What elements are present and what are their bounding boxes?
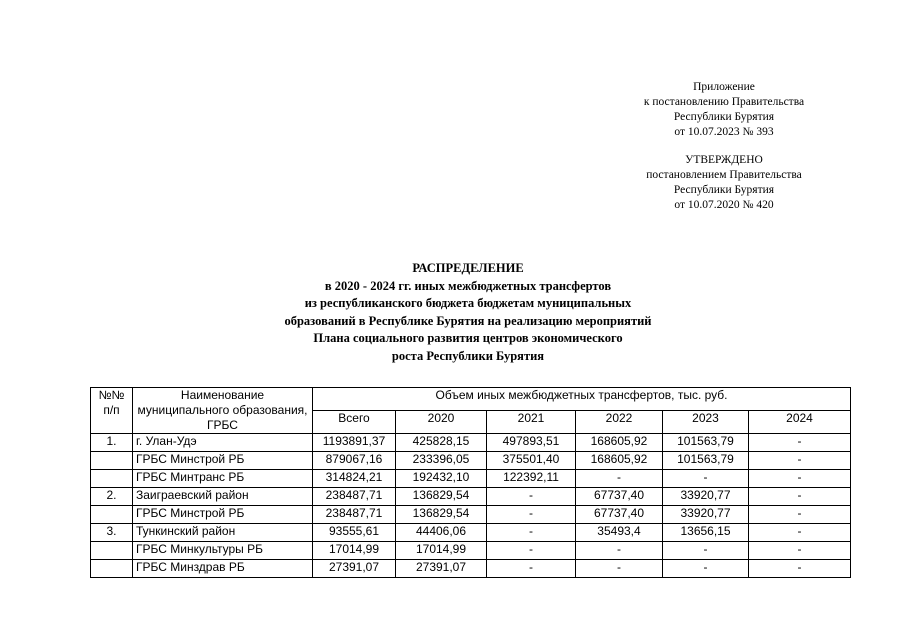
cell-num: 3. [91,524,133,542]
cell-total: 1193891,37 [313,434,396,452]
cell-total: 314824,21 [313,470,396,488]
cell-2022: - [576,560,663,578]
cell-2022: 67737,40 [576,488,663,506]
cell-2024: - [749,488,851,506]
table-header-row [91,388,851,411]
appendix-line: к постановлению Правительства [643,96,805,108]
header-num: №№ п/п [91,388,133,434]
title-line: роста Республики Бурятия [391,348,545,363]
table-row [91,524,851,542]
table-body [91,434,851,578]
cell-num [91,452,133,470]
cell-2020: 425828,15 [396,434,487,452]
cell-2023: - [663,470,749,488]
table-row [91,506,851,524]
cell-2021: - [487,524,576,542]
cell-2021: 375501,40 [487,452,576,470]
cell-2020: 27391,07 [396,560,487,578]
appendix-line: от 10.07.2023 № 393 [674,126,774,138]
appendix-line: Республики Бурятия [673,111,775,123]
table-row [91,560,851,578]
appendix-block [600,80,848,140]
cell-2023: 33920,77 [663,506,749,524]
cell-2024: - [749,542,851,560]
approval-block [600,153,848,213]
cell-2024: - [749,434,851,452]
cell-2023: 101563,79 [663,434,749,452]
cell-name: ГРБС Минздрав РБ [133,560,313,578]
cell-2022: 67737,40 [576,506,663,524]
cell-2022: 168605,92 [576,452,663,470]
cell-num [91,560,133,578]
cell-2020: 136829,54 [396,506,487,524]
header-name: Наименование муниципального образования, ГРБС [133,388,313,434]
cell-2024: - [749,524,851,542]
cell-num [91,470,133,488]
cell-2023: 33920,77 [663,488,749,506]
approval-line: Республики Бурятия [673,184,775,196]
title-line: из республиканского бюджета бюджетам муниципальных [304,296,632,310]
cell-2023: 101563,79 [663,452,749,470]
header-2020: 2020 [396,411,487,434]
cell-2020: 17014,99 [396,542,487,560]
cell-name: Заиграевский район [133,488,313,506]
table-row [91,542,851,560]
approval-line: УТВЕРЖДЕНО [685,154,763,166]
table-row [91,452,851,470]
cell-num: 1. [91,434,133,452]
cell-2022: - [576,470,663,488]
cell-2022: 35493,4 [576,524,663,542]
cell-2023: - [663,542,749,560]
cell-num [91,506,133,524]
cell-total: 879067,16 [313,452,396,470]
cell-2020: 233396,05 [396,452,487,470]
table-row [91,434,851,452]
header-volume: Объем иных межбюджетных трансфертов, тыс. руб. [313,388,851,411]
cell-num [91,542,133,560]
cell-2024: - [749,560,851,578]
cell-2021: - [487,542,576,560]
cell-2021: - [487,506,576,524]
appendix-line: Приложение [693,81,755,93]
table-row [91,488,851,506]
header-2022: 2022 [576,411,663,434]
cell-2024: - [749,470,851,488]
cell-2020: 136829,54 [396,488,487,506]
cell-2024: - [749,452,851,470]
cell-2021: 122392,11 [487,470,576,488]
transfers-table [90,387,851,578]
cell-2023: - [663,560,749,578]
cell-2021: - [487,560,576,578]
document-title [150,260,786,365]
cell-2021: 497893,51 [487,434,576,452]
header-2021: 2021 [487,411,576,434]
approval-line: постановлением Правительства [646,169,802,181]
cell-2022: - [576,542,663,560]
header-total: Всего [313,411,396,434]
title-line: РАСПРЕДЕЛЕНИЕ [412,261,524,275]
cell-num: 2. [91,488,133,506]
cell-name: Тункинский район [133,524,313,542]
cell-2020: 192432,10 [396,470,487,488]
cell-2022: 168605,92 [576,434,663,452]
cell-total: 238487,71 [313,506,396,524]
cell-total: 93555,61 [313,524,396,542]
cell-2021: - [487,488,576,506]
header-2024: 2024 [749,411,851,434]
approval-line: от 10.07.2020 № 420 [674,199,774,211]
cell-name: ГРБС Минстрой РБ [133,506,313,524]
cell-name: ГРБС Минтранс РБ [133,470,313,488]
cell-total: 17014,99 [313,542,396,560]
cell-2023: 13656,15 [663,524,749,542]
cell-total: 238487,71 [313,488,396,506]
header-2023: 2023 [663,411,749,434]
title-line: образований в Республике Бурятия на реализацию мероприятий [284,313,652,328]
cell-name: ГРБС Минстрой РБ [133,452,313,470]
cell-name: г. Улан-Удэ [133,434,313,452]
title-line: в 2020 - 2024 гг. иных межбюджетных трансфертов [324,278,612,293]
cell-2020: 44406,06 [396,524,487,542]
title-line: Плана социального развития центров экономического [313,331,623,345]
cell-total: 27391,07 [313,560,396,578]
cell-name: ГРБС Минкультуры РБ [133,542,313,560]
cell-2024: - [749,506,851,524]
table-row [91,470,851,488]
